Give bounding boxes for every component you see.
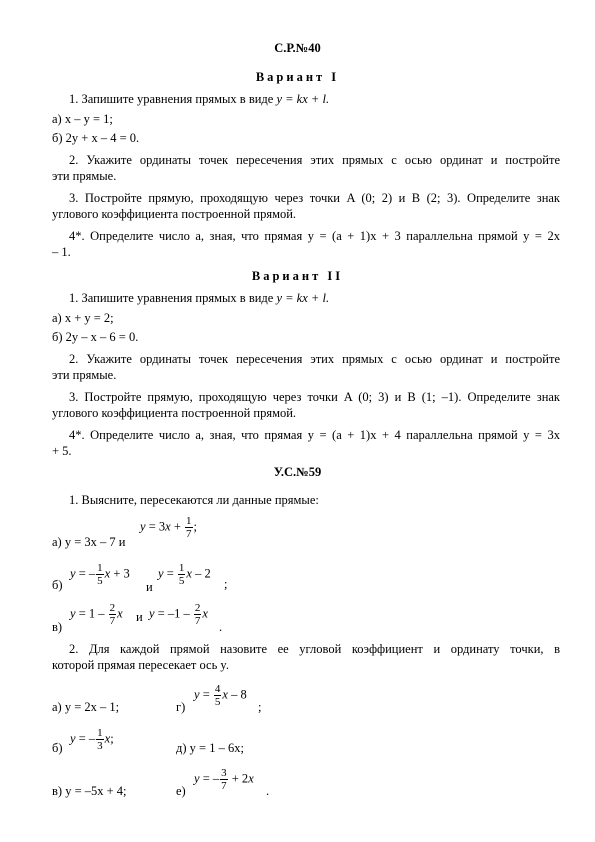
v1-task-1 — [69, 91, 329, 107]
us-q1-a-left: а) y = 3x – 7 и — [52, 535, 126, 549]
us-q2-v: в) y = –5x + 4; — [52, 784, 127, 798]
v2-eq-a: а) x + y = 2; — [52, 311, 114, 325]
us-q2-e-end: . — [266, 784, 270, 798]
page-title: С.Р.№40 — [274, 41, 321, 55]
fraction-4-5: $\frac{4}{5}$ — [214, 683, 221, 708]
us-q1-a-right-formula: y = 3x + $\frac{1}{7}$ ; — [140, 515, 197, 540]
v1-task-3-line1: 3. Постройте прямую, проходящую через точки A (0; 2) и B (2; 3). Определите знак — [69, 191, 560, 205]
us-q1-b-formula-2: y = $\frac{1}{5}$ x – 2 — [158, 562, 211, 587]
us-q2-g-formula: y = $\frac{4}{5}$ x – 8 — [194, 683, 247, 708]
v1-task-1-equation: y = kx + l. — [276, 92, 330, 106]
v1-task-2-line1: 2. Укажите ординаты точек пересечения этих прямых с осью ординат и постройте — [69, 153, 560, 167]
fraction-3-7: $\frac{3}{7}$ — [221, 767, 227, 792]
fraction-1-5: $\frac{1}{5}$ — [178, 562, 185, 587]
v2-task-3-line1: 3. Постройте прямую, проходящую через точки A (0; 3) и B (1; –1). Определите знак — [69, 390, 560, 404]
v2-eq-b: б) 2y – x – 6 = 0. — [52, 330, 139, 344]
fraction-1-5: $\frac{1}{5}$ — [97, 562, 103, 587]
v2-task-2-line2: эти прямые. — [52, 368, 117, 382]
fraction-1-3: $\frac{1}{3}$ — [97, 727, 103, 752]
us-q1-v-formula-2: y = –1 – $\frac{2}{7}$ x — [149, 602, 208, 627]
us-q1-v-and: и — [136, 610, 143, 624]
section-2-title: У.С.№59 — [273, 465, 322, 479]
v1-eq-b: б) 2y + x – 4 = 0. — [52, 131, 140, 145]
us-q1-b-end: ; — [224, 577, 228, 591]
us-q1-b-prefix: б) — [52, 578, 63, 592]
us-question-2-line2: которой прямая пересекает ось y. — [52, 658, 229, 672]
fraction-2-7: $\frac{2}{7}$ — [194, 602, 201, 627]
us-q2-b-prefix: б) — [52, 741, 63, 755]
us-question-2-line1: 2. Для каждой прямой назовите ее угловой коэффициент и ординату точки, в — [69, 642, 560, 656]
v1-task-4-line2: – 1. — [52, 245, 71, 259]
us-q1-v-prefix: в) — [52, 620, 63, 634]
us-question-1: 1. Выясните, пересекаются ли данные прямые: — [69, 493, 319, 507]
v2-task-1 — [69, 290, 329, 306]
us-q2-g-prefix: г) — [176, 700, 186, 714]
us-q2-a: а) y = 2x – 1; — [52, 700, 120, 714]
v1-task-1-text: 1. Запишите уравнения прямых в виде — [69, 92, 274, 106]
us-q1-v-end: . — [219, 620, 223, 634]
v2-task-3-line2: углового коэффициента построенной прямой. — [52, 406, 297, 420]
v1-task-3-line2: углового коэффициента построенной прямой. — [52, 207, 297, 221]
variant-1-heading: Вариант I — [255, 70, 340, 84]
variant-2-heading: Вариант II — [251, 269, 344, 283]
us-q1-b-and: и — [146, 580, 153, 594]
us-q2-e-formula: y = – $\frac{3}{7}$ + 2x — [194, 767, 254, 792]
us-q2-d: д) y = 1 – 6x; — [176, 741, 244, 755]
fraction-1-7: $\frac{1}{7}$ — [186, 515, 192, 540]
us-q2-b-formula: y = – $\frac{1}{3}$ x; — [70, 727, 114, 752]
v2-task-1-equation: y = kx + l. — [276, 291, 330, 305]
us-q1-v-formula-1: y = 1 – $\frac{2}{7}$ x — [70, 602, 123, 627]
v2-task-2-line1: 2. Укажите ординаты точек пересечения этих прямых с осью ординат и постройте — [69, 352, 560, 366]
v1-task-2-line2: эти прямые. — [52, 169, 117, 183]
v2-task-4-line2: + 5. — [52, 444, 72, 458]
v1-task-4-line1: 4*. Определите число a, зная, что прямая y = (a + 1)x + 3 параллельна прямой y = 2x — [69, 229, 560, 243]
us-q1-b-formula-1: y = – $\frac{1}{5}$ x + 3 — [70, 562, 130, 587]
us-q2-g-end: ; — [258, 700, 262, 714]
v1-eq-a: а) x – y = 1; — [52, 112, 113, 126]
v2-task-1-text: 1. Запишите уравнения прямых в виде — [69, 291, 274, 305]
fraction-2-7: $\frac{2}{7}$ — [109, 602, 116, 627]
v2-task-4-line1: 4*. Определите число a, зная, что прямая y = (a + 1)x + 4 параллельна прямой y = 3x — [69, 428, 560, 442]
us-q2-e-prefix: е) — [176, 784, 186, 798]
